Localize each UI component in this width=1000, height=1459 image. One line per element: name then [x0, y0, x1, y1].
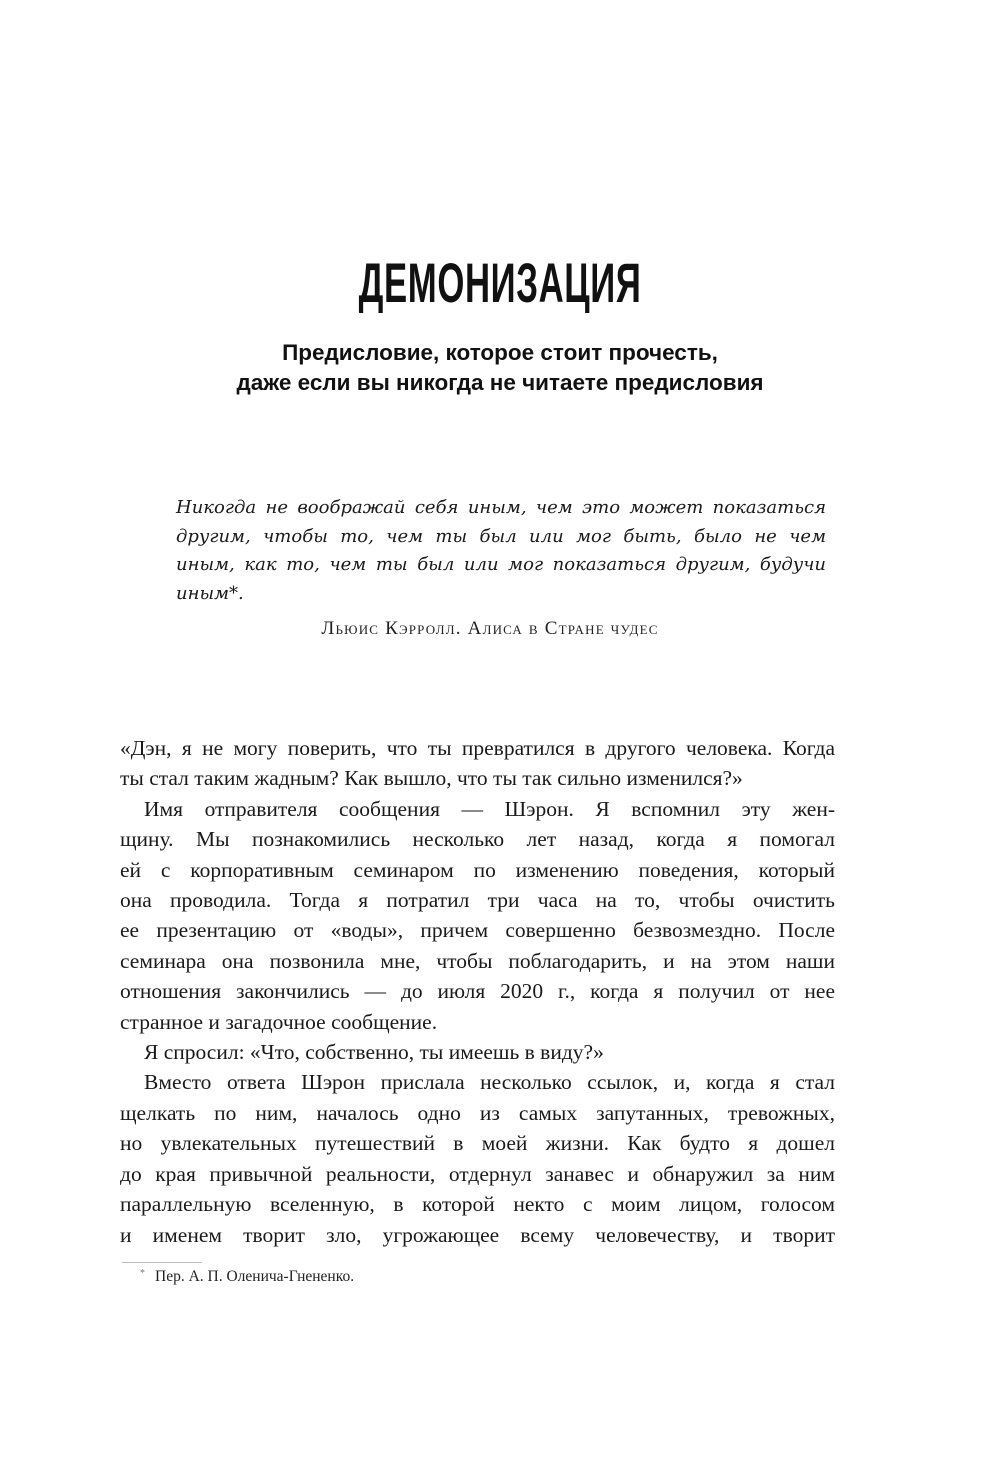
- body-line: Имя отправителя сообщения — Шэрон. Я вспомнил эту жен-: [144, 796, 835, 821]
- body-line: «Дэн, я не могу поверить, что ты превратился в другого человека. Когда: [120, 736, 835, 760]
- chapter-title-text: ДЕМОНИЗАЦИЯ: [358, 251, 642, 314]
- body-line: но увлекательных путешествий в моей жизни. Как будто я дошел: [120, 1131, 835, 1156]
- subtitle-line: Предисловие, которое стоит прочесть,: [282, 340, 718, 365]
- body-line: ей с корпоративным семинаром по изменению поведения, который: [120, 857, 835, 882]
- body-line: странное и загадочное сообщение.: [120, 1009, 438, 1034]
- body-line: до края привычной реальности, отдернул занавес и обнаружил за ним: [120, 1161, 835, 1186]
- body-line: Я спросил: «Что, собственно, ты имеешь в виду?»: [144, 1040, 604, 1065]
- body-line: щелкать по ним, началось одно из самых запутанных, тревожных,: [120, 1100, 835, 1125]
- subtitle-line: даже если вы никогда не читаете предисловия: [236, 370, 764, 395]
- epigraph-line: Никогда не воображай себя иным, чем это может показаться: [176, 497, 826, 518]
- footnote-divider: [122, 1262, 202, 1263]
- body-line: щину. Мы познакомились несколько лет назад, когда я помогал: [120, 827, 835, 852]
- epigraph-line: другим, чтобы то, чем ты был или мог быть, было не чем: [176, 525, 826, 547]
- body-line: Вместо ответа Шэрон прислала несколько ссылок, и, когда я стал: [144, 1070, 835, 1095]
- body-line: параллельную вселенную, в которой некто с моим лицом, голосом: [120, 1192, 835, 1217]
- footnote: [140, 1268, 354, 1286]
- chapter-title: [0, 250, 1000, 315]
- footnote-mark: *: [140, 1268, 145, 1279]
- footnote-text: Пер. А. П. Оленича-Гнененко.: [155, 1268, 355, 1285]
- body-line: отношения закончились — до июля 2020 г., когда я получил от нее: [120, 979, 835, 1004]
- epigraph-attribution: Льюис Кэрролл. Алиса в Стране чудес: [321, 618, 659, 639]
- body-text: [120, 733, 835, 1250]
- body-line: ты стал таким жадным? Как вышло, что ты так сильно изменился?»: [120, 766, 743, 791]
- chapter-subtitle: [0, 338, 1000, 398]
- body-line: семинара она позвонила мне, чтобы поблагодарить, и на этом наши: [120, 948, 835, 973]
- body-line: и именем творит зло, угрожающее всему человечеству, и творит: [120, 1222, 835, 1247]
- body-line: она проводила. Тогда я потратил три часа на то, чтобы очистить: [120, 888, 835, 913]
- body-line: ее презентацию от «воды», причем совершенно безвозмездно. После: [120, 918, 835, 943]
- epigraph-line: иным*.: [176, 582, 244, 604]
- epigraph: [176, 494, 826, 608]
- epigraph-line: иным, как то, чем ты был или мог показаться другим, будучи: [176, 554, 826, 575]
